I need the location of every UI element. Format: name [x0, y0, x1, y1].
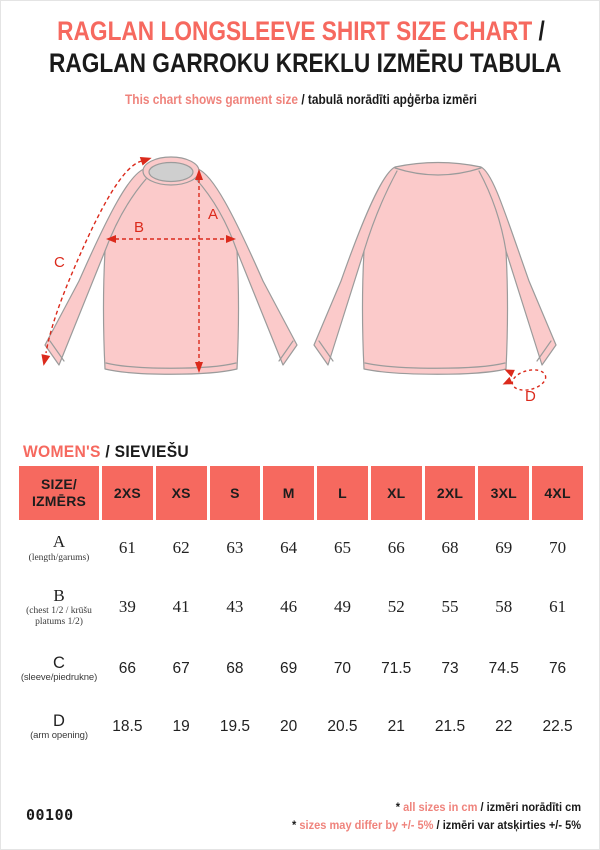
- size-value-cell: 69: [478, 523, 529, 573]
- size-value-cell: 49: [317, 576, 368, 638]
- size-column-header-2xs: 2XS: [102, 466, 153, 520]
- size-value-cell: 22: [478, 700, 529, 754]
- measurement-row-d: [19, 700, 583, 754]
- size-value-cell: 41: [156, 576, 207, 638]
- size-value-cell: 62: [156, 523, 207, 573]
- section-heading-en: WOMEN'S: [23, 442, 101, 461]
- measurement-label-a: A: [208, 206, 219, 223]
- row-description: (arm opening): [30, 730, 88, 742]
- size-column-header-3xl: 3XL: [478, 466, 529, 520]
- size-value-cell: 52: [371, 576, 422, 638]
- row-letter: B: [53, 585, 65, 605]
- row-label-c: [19, 641, 99, 697]
- size-value-cell: 55: [425, 576, 476, 638]
- footnote-lv: / izmēri norādīti cm: [477, 802, 581, 814]
- size-table-corner-header: [19, 466, 99, 520]
- size-column-header-2xl: 2XL: [425, 466, 476, 520]
- size-column-header-s: S: [210, 466, 261, 520]
- footnote-star: *: [291, 819, 300, 832]
- size-value-cell: 65: [317, 523, 368, 573]
- size-value-cell: 74.5: [478, 641, 529, 697]
- measurement-annotation-d: [501, 366, 548, 405]
- footnote-star: *: [395, 802, 404, 814]
- size-value-cell: 70: [532, 523, 583, 573]
- size-table: [16, 463, 586, 757]
- size-value-cell: 76: [532, 641, 583, 697]
- page-subtitle-en: This chart shows garment size: [125, 92, 299, 108]
- page-header: [1, 17, 600, 107]
- size-value-cell: 63: [210, 523, 261, 573]
- page-subtitle-lv: / tabulā norādīti apģērba izmēri: [298, 92, 477, 108]
- size-value-cell: 67: [156, 641, 207, 697]
- front-collar-inner: [149, 163, 193, 182]
- size-value-cell: 39: [102, 576, 153, 638]
- row-description: (chest 1/2 / krūšu platums 1/2): [26, 606, 92, 628]
- row-letter: D: [53, 711, 65, 730]
- size-column-header-xl: XL: [371, 466, 422, 520]
- page-title-en: RAGLAN LONGSLEEVE SHIRT SIZE CHART: [57, 16, 533, 46]
- footnotes: [292, 800, 581, 836]
- size-value-cell: 46: [263, 576, 314, 638]
- footnote-en: sizes may differ by +/- 5%: [299, 819, 434, 832]
- document-code: 00100: [26, 806, 74, 824]
- back-shirt-illustration: [307, 153, 572, 405]
- front-shirt-body: [45, 164, 297, 374]
- size-column-header-4xl: 4XL: [532, 466, 583, 520]
- size-value-cell: 21: [371, 700, 422, 754]
- garment-diagrams: [1, 153, 600, 408]
- page-title-slash: /: [532, 16, 545, 46]
- size-column-header-m: M: [263, 466, 314, 520]
- size-value-cell: 68: [425, 523, 476, 573]
- size-value-cell: 22.5: [532, 700, 583, 754]
- measurement-row-c: [19, 641, 583, 697]
- row-description: (sleeve/piedrukne): [20, 672, 98, 684]
- footnote-tolerance: [292, 818, 581, 836]
- size-value-cell: 18.5: [102, 700, 153, 754]
- section-heading-lv: / SIEVIEŠU: [100, 442, 189, 461]
- page-subtitle: [37, 92, 565, 107]
- size-value-cell: 20: [263, 700, 314, 754]
- measurement-row-b: [19, 576, 583, 638]
- page-title-lv: RAGLAN GARROKU KREKLU IZMĒRU TABULA: [49, 48, 562, 79]
- row-letter: C: [53, 653, 65, 672]
- size-value-cell: 73: [425, 641, 476, 697]
- size-value-cell: 66: [371, 523, 422, 573]
- measurement-label-b: B: [134, 219, 145, 236]
- size-column-header-xs: XS: [156, 466, 207, 520]
- size-value-cell: 70: [317, 641, 368, 697]
- size-value-cell: 64: [263, 523, 314, 573]
- footnote-en: all sizes in cm: [403, 802, 478, 814]
- corner-header-line1: SIZE/: [40, 475, 77, 492]
- measurement-label-d: D: [525, 388, 536, 405]
- footnote-sizes-in-cm: [292, 800, 581, 818]
- front-shirt-illustration: [39, 153, 304, 405]
- page-title-line1: [49, 17, 553, 46]
- footnote-lv: / izmēri var atsķirties +/- 5%: [433, 819, 581, 832]
- corner-header-line2: IZMĒRS: [31, 493, 87, 509]
- section-heading: [23, 442, 189, 462]
- size-value-cell: 61: [532, 576, 583, 638]
- row-label-b: [19, 576, 99, 638]
- size-value-cell: 66: [102, 641, 153, 697]
- size-value-cell: 58: [478, 576, 529, 638]
- size-value-cell: 61: [102, 523, 153, 573]
- size-value-cell: 71.5: [371, 641, 422, 697]
- measurement-row-a: [19, 523, 583, 573]
- size-value-cell: 43: [210, 576, 261, 638]
- size-column-header-l: L: [317, 466, 368, 520]
- row-label-a: [19, 523, 99, 573]
- size-value-cell: 19: [156, 700, 207, 754]
- size-value-cell: 20.5: [317, 700, 368, 754]
- size-value-cell: 19.5: [210, 700, 261, 754]
- row-letter: A: [52, 532, 66, 552]
- back-shirt-body: [314, 163, 556, 375]
- size-value-cell: 21.5: [425, 700, 476, 754]
- size-value-cell: 69: [263, 641, 314, 697]
- row-label-d: [19, 700, 99, 754]
- row-description: (length/garums): [28, 552, 90, 563]
- measurement-label-c: C: [54, 254, 65, 271]
- size-value-cell: 68: [210, 641, 261, 697]
